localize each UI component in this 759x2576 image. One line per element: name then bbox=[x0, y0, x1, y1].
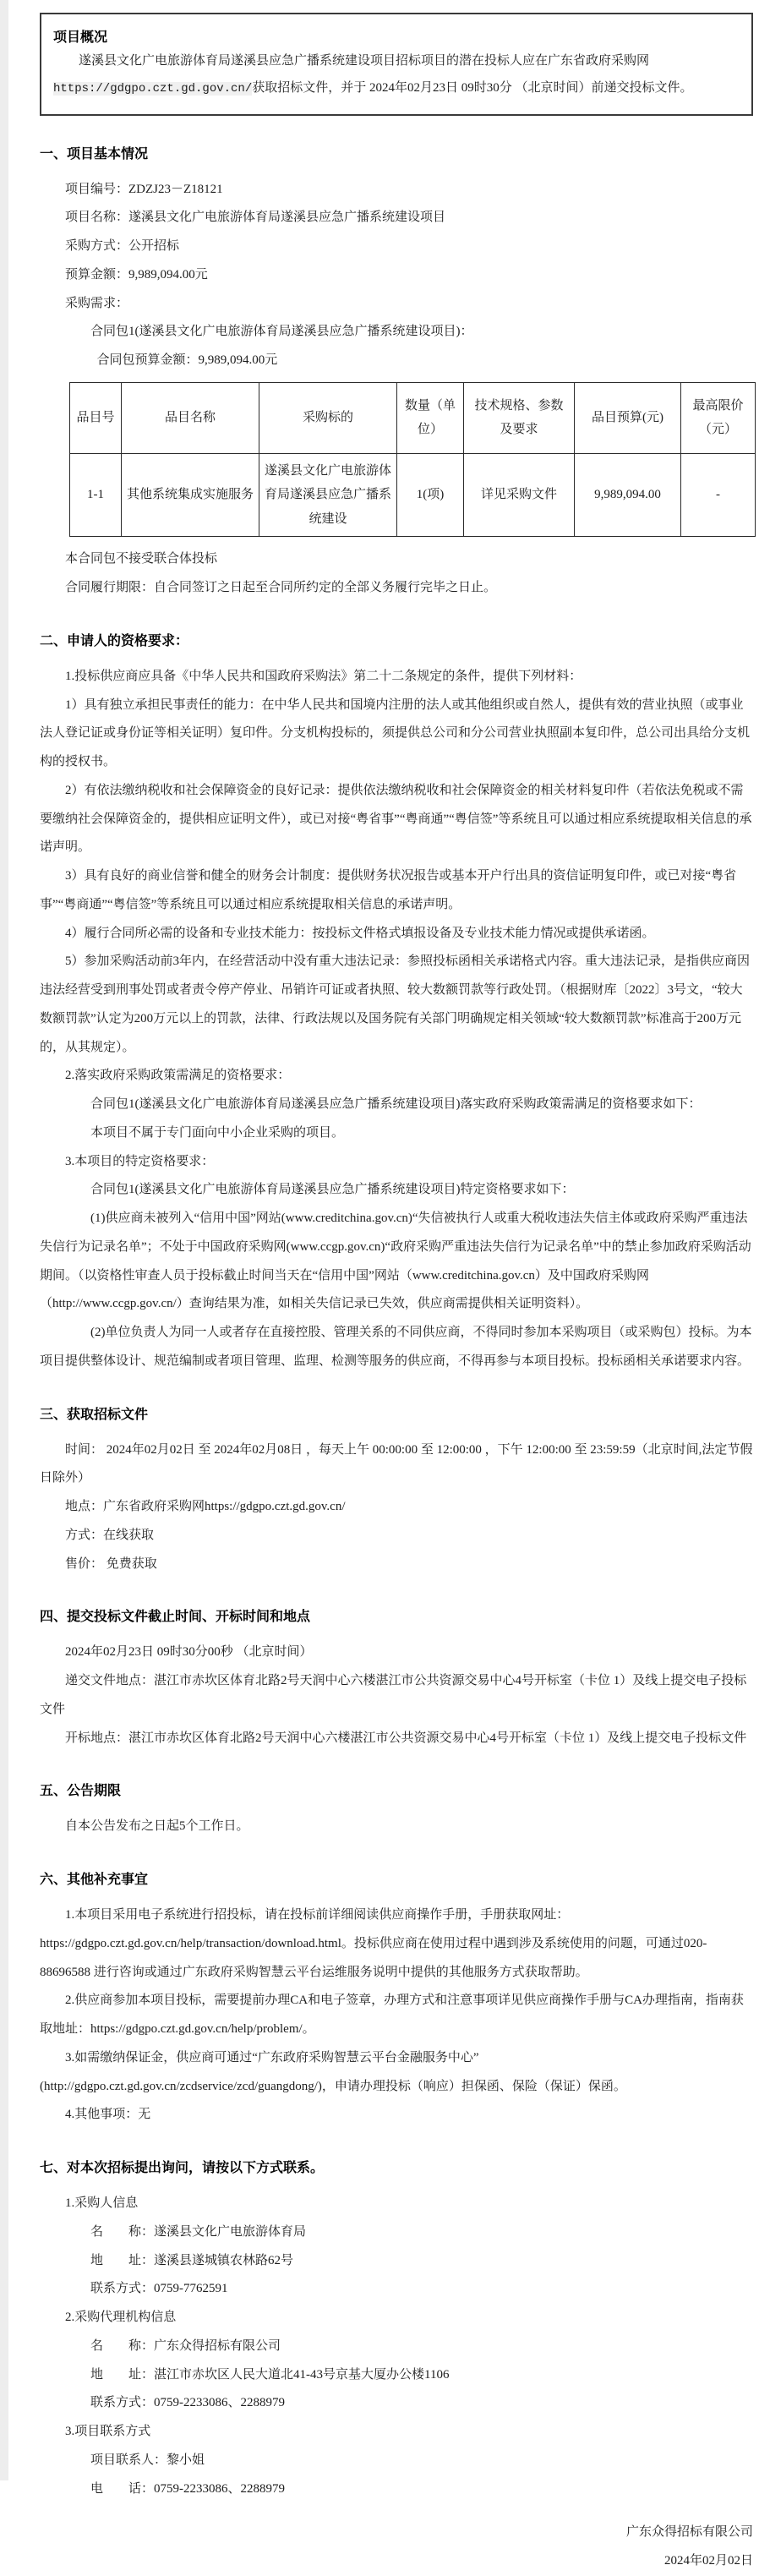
qualification-item-1-1: 1）具有独立承担民事责任的能力：在中华人民共和国境内注册的法人或其他组织或自然人，提供有效的营业执照（或事业法人登记证或身份证等相关证明）复印件。分支机构投标的，须提供总公司和分公司营业执照副本复印件，总公司出具给分支机构的授权书。 bbox=[40, 697, 751, 768]
project-number: 项目编号：ZDZJ23－Z18121 bbox=[65, 182, 223, 196]
items-table bbox=[69, 382, 756, 538]
qualification-item-2-package: 合同包1(遂溪县文化广电旅游体育局遂溪县应急广播系统建设项目)落实政府采购政策需满足的资格要求如下： bbox=[90, 1097, 702, 1111]
budget-amount: 预算金额：9,989,094.00元 bbox=[65, 267, 208, 282]
qualification-item-1-5: 5）参加采购活动前3年内，在经营活动中没有重大违法记录：参照投标函相关承诺格式内容。重大违法记录，是指供应商因违法经营受到刑事处罚或者责令停产停业、吊销许可证或者执照、较大数额罚款等行政处罚。（根据财库〔2022〕3号文，“较大数额罚款”认定为200万元以上的罚款，法律、行政法规以及国务院有关部门明确规定相关领域“较大数额罚款”标准高于200万元的，从其规定）。 bbox=[40, 954, 751, 1054]
col-header-price-limit: 最高限价（元） bbox=[681, 382, 756, 453]
page-left-gutter bbox=[0, 0, 8, 2480]
col-header-specs: 技术规格、参数及要求 bbox=[464, 382, 575, 453]
qualification-item-3: 3.本项目的特定资格要求： bbox=[65, 1154, 215, 1168]
col-header-subject: 采购标的 bbox=[259, 382, 397, 453]
section-2-heading: 二、申请人的资格要求： bbox=[40, 633, 189, 648]
section-7-heading: 七、对本次招标提出询问，请按以下方式联系。 bbox=[40, 2161, 325, 2175]
cell-item-name: 其他系统集成实施服务 bbox=[122, 453, 259, 537]
qualification-item-1-2: 2）有依法缴纳税收和社会保障资金的良好记录：提供依法缴纳税收和社会保障资金的相关材料复印件（若依法免税或不需要缴纳社会保障资金的，提供相应证明文件），或已对接“粤省事”“粤商通”“粤信签”等系统且可以通过相应系统提取相关信息的承诺声明。 bbox=[40, 783, 752, 855]
project-name: 项目名称：遂溪县文化广电旅游体育局遂溪县应急广播系统建设项目 bbox=[65, 211, 446, 225]
supplement-item-4: 4.其他事项：无 bbox=[65, 2108, 151, 2122]
agency-phone: 联系方式：0759-2233086、2288979 bbox=[90, 2396, 285, 2410]
cell-specs: 详见采购文件 bbox=[464, 453, 575, 537]
overview-title: 项目概况 bbox=[53, 30, 108, 45]
qualification-item-1-3: 3）具有良好的商业信誉和健全的财务会计制度：提供财务状况报告或基本开户行出具的资信证明复印件，或已对接“粤省事”“粤商通”“粤信签”等系统且可以通过相应系统提取相关信息的承诺声明。 bbox=[40, 869, 737, 911]
cell-item-budget: 9,989,094.00 bbox=[575, 453, 681, 537]
col-header-item-name: 品目名称 bbox=[122, 382, 259, 453]
section-4-heading: 四、提交投标文件截止时间、开标时间和地点 bbox=[40, 1610, 311, 1625]
document-content bbox=[40, 13, 753, 2576]
contract-package-title: 合同包1(遂溪县文化广电旅游体育局遂溪县应急广播系统建设项目)： bbox=[90, 325, 473, 339]
signature-block bbox=[40, 2519, 753, 2576]
procurement-site-url: https://gdgpo.czt.gd.gov.cn/ bbox=[53, 82, 253, 96]
purchaser-phone: 联系方式：0759-7762591 bbox=[90, 2282, 228, 2296]
overview-paragraph bbox=[53, 47, 740, 102]
deadline-time: 2024年02月23日 09时30分00秒 （北京时间） bbox=[65, 1645, 313, 1660]
col-header-item-budget: 品目预算(元) bbox=[575, 382, 681, 453]
cell-quantity: 1(项) bbox=[397, 453, 464, 537]
col-header-quantity: 数量（单位） bbox=[397, 382, 464, 453]
qualification-item-1: 1.投标供应商应具备《中华人民共和国政府采购法》第二十二条规定的条件，提供下列材料： bbox=[65, 669, 582, 683]
project-contact-person: 项目联系人：黎小姐 bbox=[90, 2453, 205, 2467]
purchaser-address: 地 址：遂溪县遂城镇农林路62号 bbox=[90, 2253, 294, 2267]
purchaser-name: 名 称：遂溪县文化广电旅游体育局 bbox=[90, 2224, 307, 2239]
qualification-item-1-4: 4）履行合同所必需的设备和专业技术能力：按投标文件格式填报设备及专业技术能力情况或提供承诺函。 bbox=[65, 926, 655, 940]
section-5-heading: 五、公告期限 bbox=[40, 1784, 122, 1799]
agency-name: 名 称：广东众得招标有限公司 bbox=[90, 2338, 281, 2353]
submit-place: 递交文件地点：湛江市赤坎区体育北路2号天润中心六楼湛江市公共资源交易中心4号开标室（卡位 1）及线上提交电子投标文件 bbox=[40, 1674, 747, 1716]
section-3-heading: 三、获取招标文件 bbox=[40, 1407, 149, 1422]
cell-subject: 遂溪县文化广电旅游体育局遂溪县应急广播系统建设 bbox=[259, 453, 397, 537]
obtain-price: 售价： 免费获取 bbox=[65, 1556, 157, 1571]
obtain-method: 方式：在线获取 bbox=[65, 1528, 155, 1542]
qualification-item-3-package: 合同包1(遂溪县文化广电旅游体育局遂溪县应急广播系统建设项目)特定资格要求如下： bbox=[90, 1183, 575, 1197]
qualification-item-3-2: (2)单位负责人为同一人或者存在直接控股、管理关系的不同供应商，不得同时参加本采购项目（或采购包）投标。为本项目提供整体设计、规范编制或者项目管理、监理、检测等服务的供应商，不得再参与本项目投标。投标函相关承诺要求内容。 bbox=[40, 1326, 752, 1368]
supplement-item-1: 1.本项目采用电子系统进行招投标，请在投标前详细阅读供应商操作手册，手册获取网址：https://gdgpo.czt.gd.gov.cn/help/transaction/download.html。投标供应商在使用过程中遇到涉及系统使用的问题，可通过020-88696588 进行咨询或通过广东政府采购智慧云平台运维服务说明中提供的其他服务方式获取帮助。 bbox=[40, 1908, 707, 1979]
section-1-heading: 一、项目基本情况 bbox=[40, 146, 149, 161]
no-consortium-note: 本合同包不接受联合体投标 bbox=[65, 552, 218, 566]
project-overview-box bbox=[40, 13, 753, 116]
cell-item-no: 1-1 bbox=[70, 453, 122, 537]
section-6-heading: 六、其他补充事宜 bbox=[40, 1873, 149, 1887]
qualification-item-2-note: 本项目不属于专门面向中小企业采购的项目。 bbox=[90, 1125, 345, 1140]
qualification-item-2: 2.落实政府采购政策需满足的资格要求： bbox=[65, 1069, 291, 1083]
cell-price-limit: - bbox=[681, 453, 756, 537]
qualification-item-3-1: (1)供应商未被列入“信用中国”网站(www.creditchina.gov.cn)“失信被执行人或重大税收违法失信主体或政府采购严重违法失信行为记录名单”；不处于中国政府采购网(www.ccgp.gov.cn)“政府采购严重违法失信行为记录名单”中的禁止参加政府采购活动期间。（以资格性审查人员于投标截止时间当天在“信用中国”网站（www.creditchina.gov.cn）及中国政府采购网（http://www.ccgp.gov.cn/）查询结果为准，如相关失信记录已失效，供应商需提供相关证明资料）。 bbox=[40, 1211, 751, 1311]
agency-info-title: 2.采购代理机构信息 bbox=[65, 2311, 177, 2324]
overview-text-before-url: 遂溪县文化广电旅游体育局遂溪县应急广播系统建设项目招标项目的潜在投标人应在广东省政府采购网 bbox=[79, 54, 650, 68]
signature-company: 广东众得招标有限公司 bbox=[625, 2525, 753, 2540]
open-place: 开标地点：湛江市赤坎区体育北路2号天润中心六楼湛江市公共资源交易中心4号开标室（卡位 1）及线上提交电子投标文件 bbox=[65, 1731, 747, 1745]
items-table-header-row bbox=[70, 382, 756, 453]
purchaser-info-title: 1.采购人信息 bbox=[65, 2196, 139, 2210]
project-contact-title: 3.项目联系方式 bbox=[65, 2425, 151, 2438]
notice-period-text: 自本公告发布之日起5个工作日。 bbox=[65, 1819, 249, 1834]
signature-date: 2024年02月02日 bbox=[663, 2554, 753, 2568]
col-header-item-no: 品目号 bbox=[70, 382, 122, 453]
procurement-method: 采购方式：公开招标 bbox=[65, 239, 180, 253]
obtain-time: 时间： 2024年02月02日 至 2024年02月08日 ，每天上午 00:00:00 至 12:00:00 ，下午 12:00:00 至 23:59:59（北京时间,法定节假日除外） bbox=[40, 1442, 753, 1485]
contract-term: 合同履行期限：自合同签订之日起至合同所约定的全部义务履行完毕之日止。 bbox=[65, 581, 497, 594]
supplement-item-2: 2.供应商参加本项目投标，需要提前办理CA和电子签章，办理方式和注意事项详见供应商操作手册与CA办理指南，指南获取地址：https://gdgpo.czt.gd.gov.cn/help/problem/。 bbox=[40, 1994, 744, 2036]
supplement-item-3: 3.如需缴纳保证金，供应商可通过“广东政府采购智慧云平台金融服务中心”(http://gdgpo.czt.gd.gov.cn/zcdservice/zcd/guangdong/)，申请办理投标（响应）担保函、保险（保证）保函。 bbox=[40, 2050, 626, 2093]
overview-text-after-url: 获取招标文件，并于 2024年02月23日 09时30分 （北京时间）前递交投标文件。 bbox=[252, 81, 693, 96]
contract-package-budget: 合同包预算金额：9,989,094.00元 bbox=[96, 353, 278, 367]
agency-address: 地 址：湛江市赤坎区人民大道北41-43号京基大厦办公楼1106 bbox=[90, 2367, 450, 2382]
obtain-place: 地点：广东省政府采购网https://gdgpo.czt.gd.gov.cn/ bbox=[65, 1500, 346, 1513]
project-contact-phone: 电 话：0759-2233086、2288979 bbox=[90, 2481, 285, 2496]
items-table-row bbox=[70, 453, 756, 537]
procurement-demand-label: 采购需求： bbox=[65, 296, 129, 310]
